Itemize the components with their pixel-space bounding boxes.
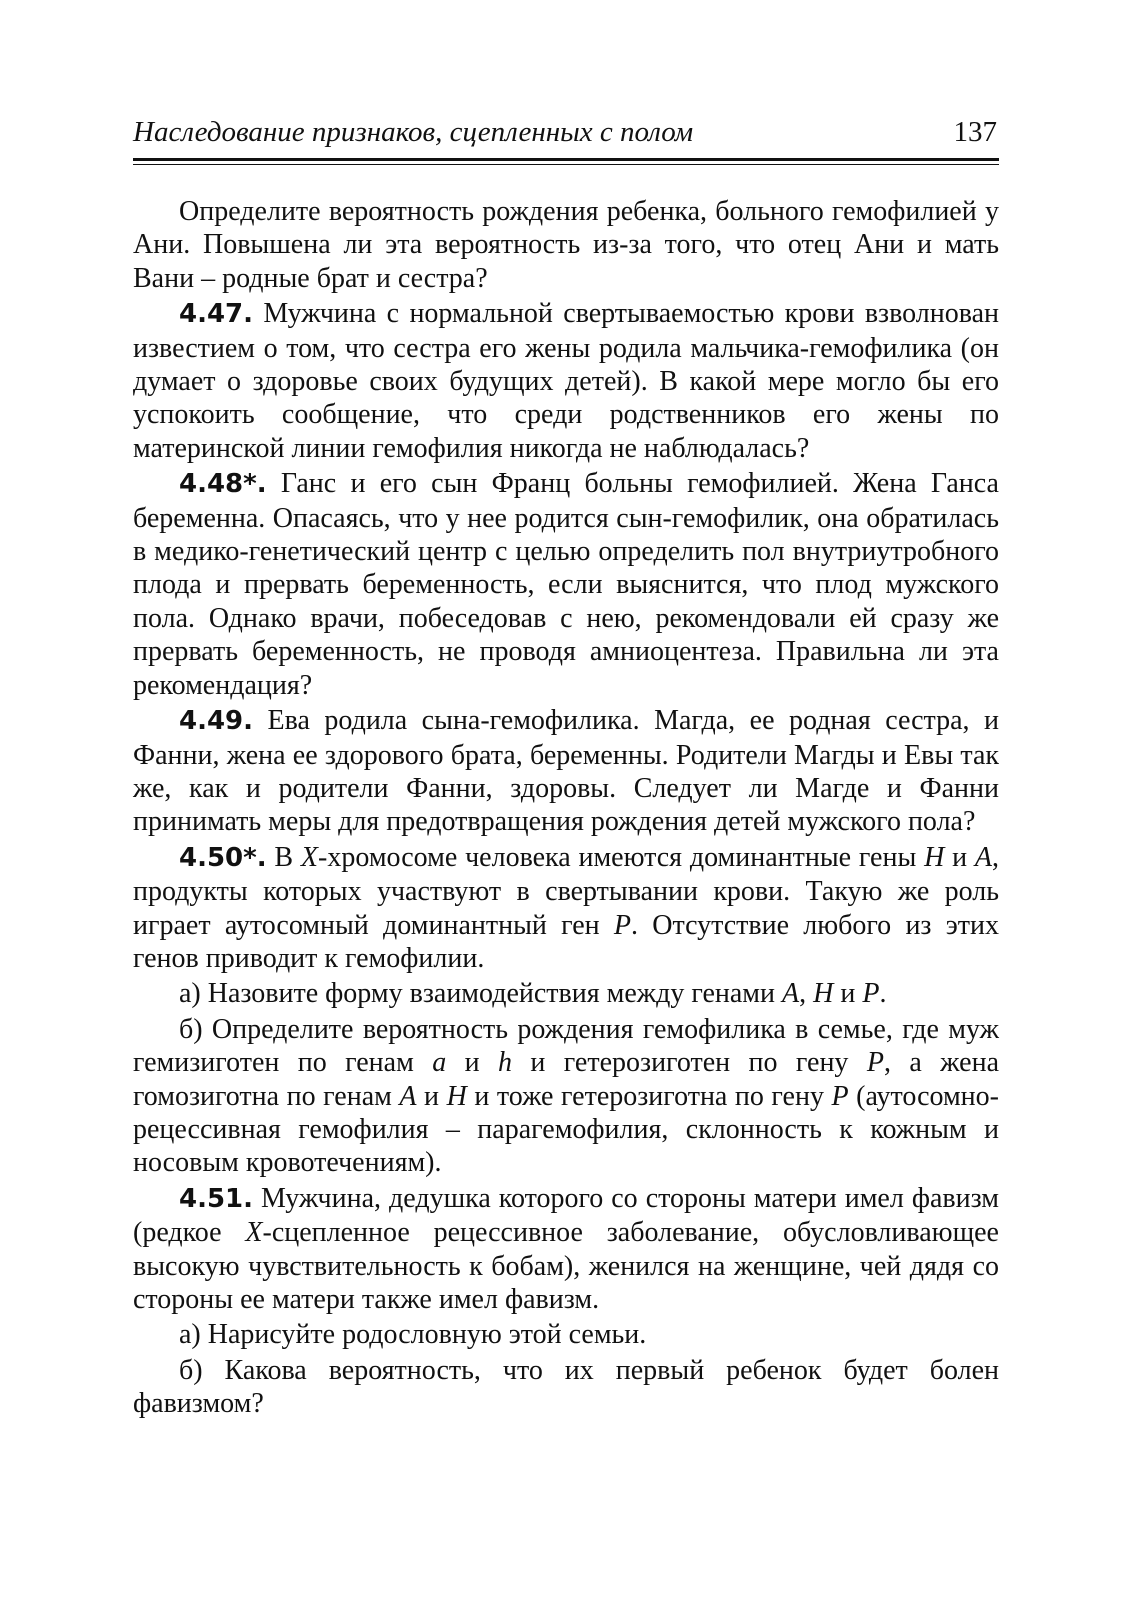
problem-4-50-part-a <box>133 977 999 1010</box>
text-fragment: и <box>416 1080 447 1112</box>
text-fragment: -хромосоме человека имеются доминантные гены <box>318 841 925 873</box>
text-fragment: и <box>446 1047 499 1079</box>
problem-number: 4.51. <box>179 1183 254 1214</box>
gene-symbol: A <box>974 841 993 873</box>
paragraph-text: а) Нарисуйте родословную этой семьи. <box>179 1319 647 1351</box>
gene-symbol: A <box>399 1080 417 1112</box>
gene-symbol: P <box>862 978 880 1010</box>
header-rule-thick <box>133 158 999 161</box>
text-fragment: и <box>944 841 975 873</box>
problem-number: 4.48*. <box>179 469 267 500</box>
text-fragment: б) Определите вероятность рождения гемофилика в семье, где муж гемизиготен по генам <box>133 1013 999 1079</box>
problem-4-51-part-a <box>133 1318 999 1351</box>
problem-4-48 <box>133 467 999 702</box>
text-fragment: В <box>266 841 301 873</box>
gene-symbol: P <box>613 909 632 941</box>
book-page <box>133 108 999 1423</box>
running-title: Наследование признаков, сцепленных с полом <box>133 116 694 148</box>
text-fragment: -сцепленное рецессивное заболевание, обусловливающее высокую чувствительность к бобам), женился на женщине, чей дядя со стороны ее матери также имел фавизм. <box>133 1217 999 1315</box>
text-fragment: . <box>879 978 887 1010</box>
gene-symbol: H <box>446 1080 467 1112</box>
text-fragment: , а жена гомозиготна по генам <box>133 1047 999 1112</box>
gene-symbol: A <box>782 978 800 1010</box>
problem-4-49 <box>133 704 999 839</box>
text-fragment: (аутосомно-рецессивная гемофилия – парагемофилия, склонность к кожным и носовым кровотечениям). <box>133 1080 999 1179</box>
text-fragment: Мужчина, дедушка которого со стороны матери имел фавизм (редкое <box>133 1182 999 1249</box>
gene-symbol: P <box>866 1047 884 1079</box>
gene-symbol: h <box>498 1047 513 1079</box>
problem-4-50 <box>133 841 999 976</box>
paragraph-text: б) Какова вероятность, что их первый ребенок будет болен фавизмом? <box>133 1354 999 1420</box>
problem-text: Мужчина с нормальной свертываемостью крови взволнован известием о том, что сестра его жены родила мальчика-гемофилика (он думает о здоровье своих будущих детей). В какой мере могло бы его успокоить сообщение, что среди родственников его жены по материнской линии гемофилия никогда не наблюдалась? <box>133 298 999 464</box>
problem-number: 4.50*. <box>179 842 267 873</box>
text-fragment: и гетерозиготен по гену <box>512 1047 867 1079</box>
gene-symbol: H <box>924 841 945 873</box>
problem-text: Ганс и его сын Франц больны гемофилией. Жена Ганса беременна. Опасаясь, что у нее родится сын-гемофилик, она обратилась в медико-генетический центр с целью определить пол внутриутробного плода и прервать беременность, если выяснится, что плод мужского пола. Однако врачи, побеседовав с нею, рекомендовали ей сразу же прервать беременность, не проводя амниоцентеза. Правильна ли эта рекомендация? <box>133 468 999 701</box>
problem-number: 4.47. <box>179 299 254 330</box>
body-text <box>133 195 999 1421</box>
text-fragment: , <box>799 978 814 1010</box>
problem-4-50-part-b <box>133 1013 999 1180</box>
header-rule-thin <box>133 164 999 165</box>
text-fragment: и <box>833 978 863 1010</box>
paragraph-continuation <box>133 195 999 295</box>
problem-text: Ева родила сына-гемофилика. Магда, ее родная сестра, и Фанни, жена ее здорового брата, беременны. Родители Магды и Евы так же, как и родители Фанни, здоровы. Следует ли Магде и Фанни принимать меры для предотвращения рождения детей мужского пола? <box>133 705 999 838</box>
gene-symbol: H <box>813 978 834 1010</box>
problem-number: 4.49. <box>179 706 254 737</box>
gene-symbol: P <box>831 1080 849 1112</box>
gene-symbol: X <box>300 841 319 873</box>
problem-4-51-part-b <box>133 1354 999 1421</box>
text-fragment: . Отсутствие любого из этих генов приводит к гемофилии. <box>133 909 999 974</box>
gene-symbol: X <box>245 1217 263 1249</box>
gene-symbol: a <box>432 1047 447 1079</box>
paragraph-text: Определите вероятность рождения ребенка, больного гемофилией у Ани. Повышена ли эта вероятность из-за того, что отец Ани и мать Вани – родные брат и сестра? <box>133 196 999 294</box>
running-header <box>133 108 999 156</box>
text-fragment: а) Назовите форму взаимодействия между генами <box>179 978 783 1010</box>
page-number: 137 <box>953 116 997 148</box>
problem-4-47 <box>133 297 999 465</box>
text-fragment: и тоже гетерозиготна по гену <box>466 1080 832 1112</box>
problem-4-51 <box>133 1182 999 1317</box>
text-fragment: , продукты которых участвуют в свертывании крови. Такую же роль играет аутосомный доминантный ген <box>133 841 1000 941</box>
